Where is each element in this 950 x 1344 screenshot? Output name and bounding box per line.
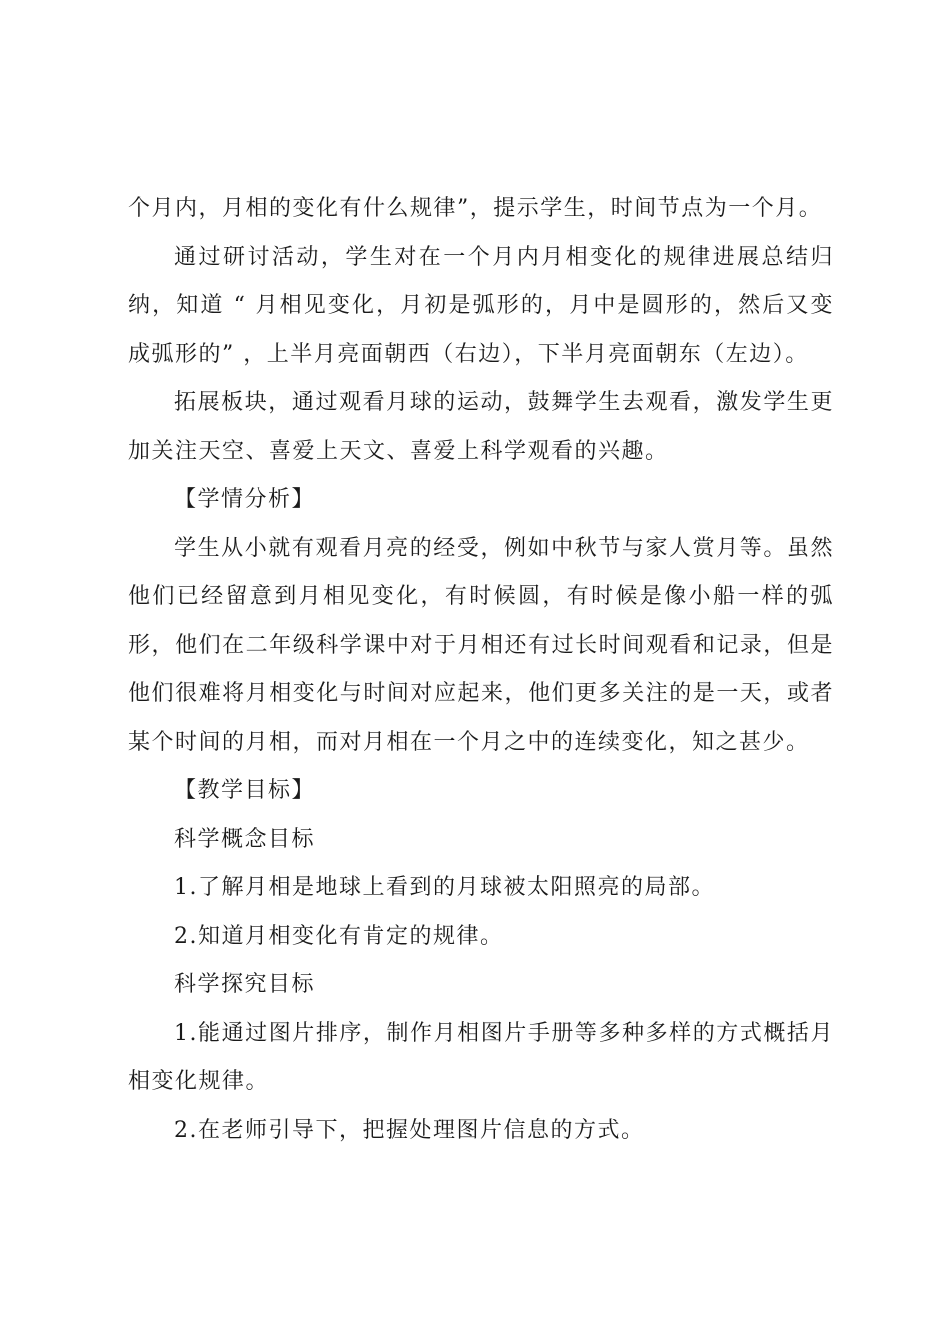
section-heading-teaching-goals: 【教学目标】	[174, 778, 316, 803]
list-item-inquiry-1: 1.能通过图片排序，制作月相图片手册等多种多样的方式概括月相变化规律。	[128, 1020, 834, 1094]
paragraph-extension: 拓展板块，通过观看月球的运动，鼓舞学生去观看，激发学生更加关注天空、喜爱上天文、喜爱上科学观看的兴趣。	[128, 390, 834, 464]
subheading-concept-goals: 科学概念目标	[174, 826, 316, 852]
paragraph-continuation: 个月内，月相的变化有什么规律”，提示学生，时间节点为一个月。	[128, 196, 823, 221]
list-item-concept-1: 1.了解月相是地球上看到的月球被太阳照亮的局部。	[174, 875, 715, 900]
list-item-inquiry-2: 2.在老师引导下，把握处理图片信息的方式。	[174, 1117, 645, 1143]
paragraph-discussion-summary: 通过研讨活动，学生对在一个月内月相变化的规律进展总结归纳，知道 “ 月相见变化，月初是弧形的，月中是圆形的，然后又变成弧形的” ，上半月亮面朝西（右边），下半月亮面朝东（左边）。	[128, 244, 834, 367]
subheading-inquiry-goals: 科学探究目标	[174, 972, 316, 997]
paragraph-student-analysis: 学生从小就有观看月亮的经受，例如中秋节与家人赏月等。虽然他们已经留意到月相见变化，有时候圆，有时候是像小船一样的弧形，他们在二年级科学课中对于月相还有过长时间观看和记录，但是他们很难将月相变化与时间对应起来，他们更多关注的是一天，或者某个时间的月相，而对月相在一个月之中的连续变化，知之甚少。	[128, 535, 834, 755]
section-heading-student-analysis: 【学情分析】	[174, 487, 316, 512]
list-item-concept-2: 2.知道月相变化有肯定的规律。	[174, 923, 504, 949]
document-body	[128, 185, 834, 1155]
